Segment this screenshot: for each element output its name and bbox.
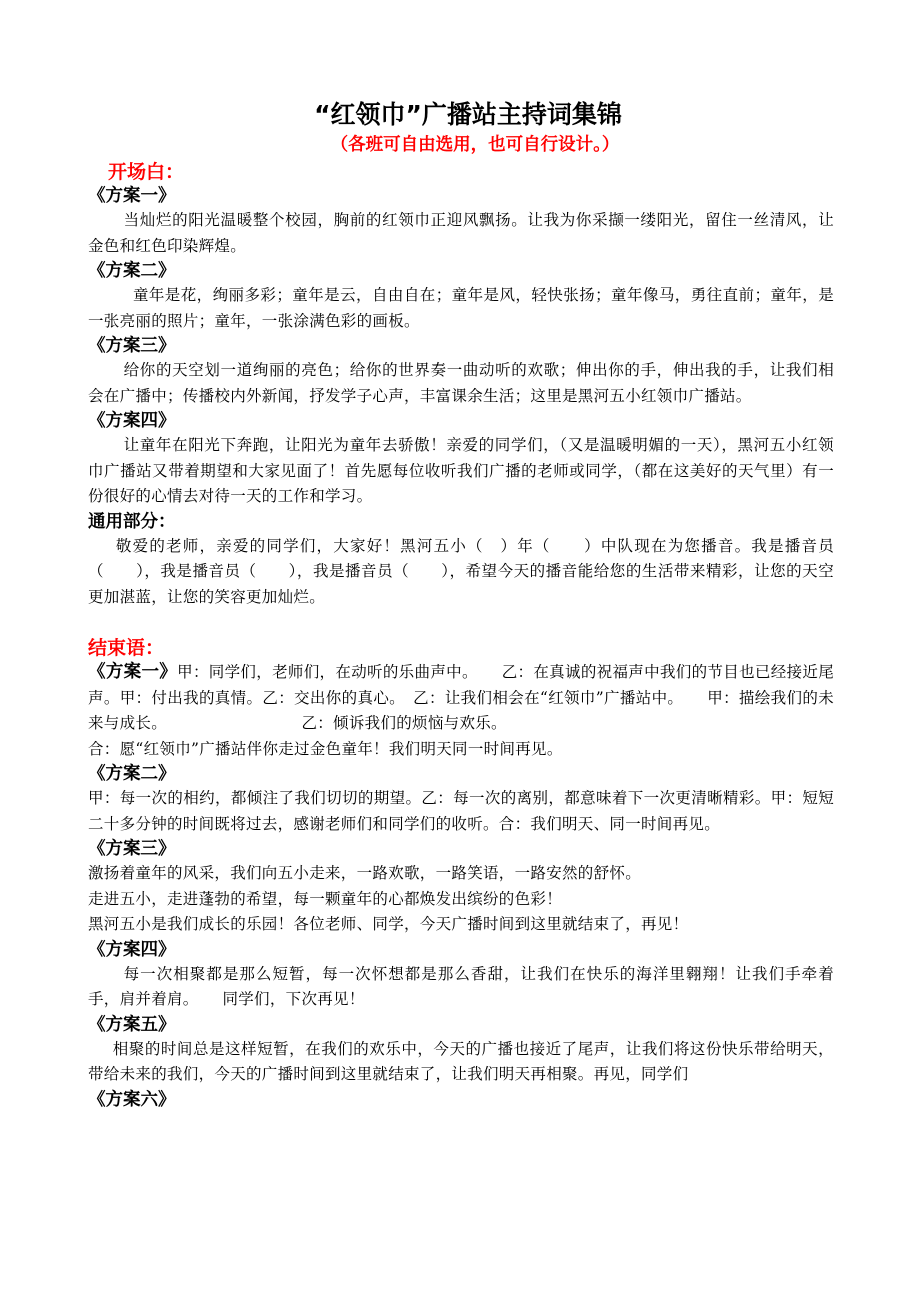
- opening-plan-2-label: 《方案二》: [88, 261, 176, 281]
- closing-plan-3-label: 《方案三》: [88, 839, 176, 859]
- closing-plan-2-label: 《方案二》: [88, 764, 176, 784]
- closing-plan-1-label: 《方案一》: [88, 662, 178, 682]
- section-spacer: [88, 610, 834, 636]
- opening-plan-3-text: 给你的天空划一道绚丽的亮色；给你的世界奏一曲动听的欢歌；伸出你的手，伸出我的手，让我们相会在广播中；传播校内外新闻，抒发学子心声，丰富课余生活；这里是黑河五小红领巾广播站。: [88, 361, 834, 405]
- document-title: “红领巾”广播站主持词集锦: [314, 100, 622, 129]
- closing-plan-6-label: 《方案六》: [88, 1089, 176, 1110]
- closing-plan-3-line-3: 黑河五小是我们成长的乐园！各位老师、同学，今天广播时间到这里就结束了，再见！: [88, 915, 689, 933]
- closing-plan-1-together: 合：愿“红领巾”广播站伴你走过金色童年！我们明天同一时间再见。: [88, 739, 563, 758]
- opening-plan-1-text: 当灿烂的阳光温暖整个校园，胸前的红领巾正迎风飘扬。让我为你采撷一缕阳光，留住一丝清风，让金色和红色印染辉煌。: [88, 211, 834, 255]
- general-section-heading: 通用部分：: [88, 511, 176, 532]
- document-page: [88, 98, 834, 1112]
- closing-plan-2-text: 甲：每一次的相约，都倾注了我们切切的期望。乙：每一次的离别，都意味着下一次更清晰精彩。甲：短短二十多分钟的时间既将过去，感谢老师们和同学们的收听。合：我们明天、同一时间再见。: [88, 789, 834, 833]
- opening-plan-4-label: 《方案四》: [88, 411, 176, 431]
- general-section-text: 敬爱的老师，亲爱的同学们，大家好！黑河五小（ ）年（ ）中队现在为您播音。我是播音员（ ），我是播音员（ ），我是播音员（ ），希望今天的播音能给您的生活带来精彩，让您的天空更加湛蓝，让您的笑容更加灿烂。: [88, 536, 834, 606]
- closing-plan-4-label: 《方案四》: [88, 939, 176, 960]
- document-subtitle: （各班可自由选用，也可自行设计。）: [330, 135, 620, 155]
- opening-heading: 开场白：: [108, 161, 185, 183]
- closing-plan-5-text: 相聚的时间总是这样短暂，在我们的欢乐中，今天的广播也接近了尾声，让我们将这份快乐带给明天，带给未来的我们，今天的广播时间到这里就结束了，让我们明天再相聚。再见，同学们: [88, 1039, 834, 1083]
- closing-plan-3-line-1: 激扬着童年的风采，我们向五小走来，一路欢歌，一路笑语，一路安然的舒怀。: [88, 864, 642, 882]
- closing-plan-3-line-2: 走进五小，走进蓬勃的希望，每一颗童年的心都焕发出缤纷的色彩！: [88, 889, 563, 908]
- closing-plan-5-label: 《方案五》: [88, 1014, 176, 1035]
- opening-plan-4-text: 让童年在阳光下奔跑，让阳光为童年去骄傲！亲爱的同学们，（又是温暖明媚的一天），黑河五小红领巾广播站又带着期望和大家见面了！首先愿每位收听我们广播的老师或同学，（都在这美好的天气里）有一份很好的心情去对待一天的工作和学习。: [88, 436, 834, 505]
- closing-plan-1-text: [88, 660, 834, 737]
- opening-plan-2-text: 童年是花，绚丽多彩；童年是云，自由自在；童年是风，轻快张扬；童年像马，勇往直前；童年，是一张亮丽的照片；童年，一张涂满色彩的画板。: [88, 286, 834, 330]
- closing-plan-4-text: 每一次相聚都是那么短暂，每一次怀想都是那么香甜，让我们在快乐的海洋里翱翔！让我们手牵着手，肩并着肩。 同学们，下次再见！: [88, 964, 834, 1008]
- closing-plan-1-dialogue: 甲：同学们，老师们，在动听的乐曲声中。 乙：在真诚的祝福声中我们的节目也已经接近尾声。甲：付出我的真情。乙：交出你的真心。 乙：让我们相会在“红领巾”广播站中。 甲：描绘我们的未来与成长。 乙：倾诉我们的烦恼与欢乐。: [88, 663, 834, 732]
- closing-heading: 结束语：: [88, 637, 165, 659]
- opening-plan-1-label: 《方案一》: [88, 186, 176, 206]
- opening-plan-3-label: 《方案三》: [88, 336, 176, 356]
